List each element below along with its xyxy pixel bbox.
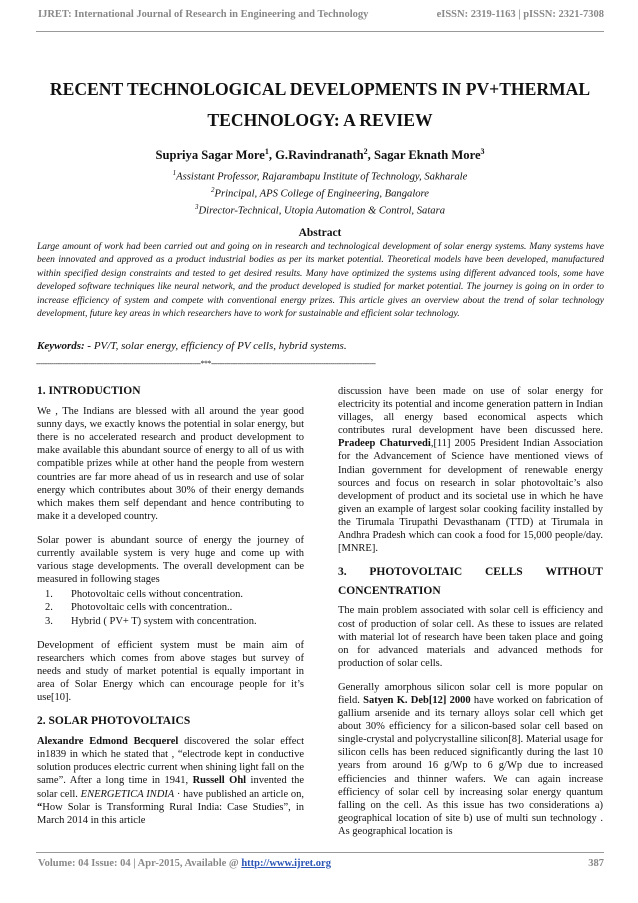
author-list: Supriya Sagar More$^1$, G.Ravindranath$^2$, Sagar Eknath More$^3$ — [155, 147, 485, 163]
author-2: G.Ravindranath — [275, 148, 364, 163]
affiliations — [36, 167, 604, 218]
right-paragraph-3: Generally amorphous silicon solar cell is more popular on field. Satyen K. Deb[12] 2000 have worked on fabrication of gallium arsenide and its ternary alloys solar cell which get about 30% efficiency for a silicon-based solar cell based on single-crystal and polycrystalline silicon[8]. Material usage for silicon cells has been reduced significantly during the last 10 years from around 16 g/Wp to 6 g/Wp due to increased efficiencies and thinner wafers. We can again increase efficiency of solar cell by increasing solar energy quantum falling on the cell. As this issue has two considerations a) geographical location of site b) use of multi sun technology . As geographical location is — [338, 681, 603, 837]
header-rule — [36, 31, 604, 32]
list-item: 3. Hybrid ( PV+ T) system with concentration. — [45, 615, 257, 627]
section-1-heading: 1. INTRODUCTION — [37, 385, 141, 397]
intro-paragraph-3: Development of efficient system must be main aim of researchers which comes from above stages but survey of needs and study of market potential is equally important in area of Solar Energy which can encourage people for it’s use[10]. — [37, 639, 304, 703]
title-line-1: RECENT TECHNOLOGICAL DEVELOPMENTS IN PV+THERMAL — [49, 79, 591, 99]
page-number: 387 — [588, 858, 604, 869]
section-2-heading: 2. SOLAR PHOTOVOLTAICS — [37, 715, 191, 728]
right-paragraph-1: discussion have been made on use of solar energy for electricity its potential and income generation pattern in Indian villages, all energy based economical aspects which contributes rural development have been discussed here. Pradeep Chaturvedi,[11] 2005 President Indian Association for the Advancement of Science have mentioned views of Indian government for development of renewable energy sources and focus on research in solar photovoltaic’s also development of product and its societal use in which he have given an example of largest solar cooking facility installed by the Tirumala Tirupathi Devasthanam (TTD) at Tirumala in Andhra Pradesh which can cook a food for 15,000 people/day. [MNRE]. — [338, 386, 603, 555]
footer-info: Volume: 04 Issue: 04 | Apr-2015, Available @ http://www.ijret.org — [38, 858, 331, 869]
right-column — [338, 385, 603, 849]
page-footer — [38, 858, 604, 869]
affiliation-2: $^2$Principal, APS College of Engineering, Bangalore — [211, 186, 429, 200]
stages-list — [37, 588, 304, 627]
author-1-sup: 1 — [264, 147, 269, 156]
author-2-sup: 2 — [363, 147, 368, 156]
solar-pv-paragraph: Alexandre Edmond Becquerel discovered the solar effect in1839 in which he stated that , “electrode kept in conductive solution produces electric current when shining light fall on the same”. After a long time in 1941, Russell Ohl invented the solar cell. ENERGETICA INDIA · have published an article on, “How Solar is Transforming Rural India: Case Studies”, in March 2014 in this article — [37, 736, 305, 826]
abstract-heading: Abstract — [298, 227, 342, 239]
keywords-text: PV/T, solar energy, efficiency of PV cells, hybrid systems. — [91, 340, 347, 352]
affiliation-3: $^3$Director-Technical, Utopia Automation & Control, Satara — [195, 203, 445, 217]
journal-name: IJRET: International Journal of Research in Engineering and Technology — [38, 9, 369, 20]
keywords — [37, 340, 604, 352]
title-line-2: TECHNOLOGY: A REVIEW — [207, 110, 433, 130]
intro-paragraph-1: We , The Indians are blessed with all around the year good sunny days, we exactly knows the potential in solar energy, but there is no accelerated research and product development to make available this abundant source of energy to all of us with compatible prizes while at other hand the people from western countries are far more ahead of us in research and use of solar energy which contributes about 30% of their energy demands which makes them self dependant and hence contributing to make it a developed country. — [37, 406, 304, 522]
left-column — [37, 385, 304, 838]
author-1: Supriya Sagar More — [155, 148, 265, 163]
author-3-sup: 3 — [480, 147, 485, 156]
intro-paragraph-2: Solar power is abundant source of energy the journey of currently available system is very huge and come up with various stage developments. The overall development can be measured in following stages — [37, 534, 304, 586]
running-header — [38, 9, 604, 20]
affiliation-1: $^1$Assistant Professor, Rajarambapu Institute of Technology, Sakharale — [172, 169, 468, 183]
section-separator: ----------------------------------------------------------------------------***---------------------------------------------------------------------------- — [36, 359, 376, 368]
list-item: 1. Photovoltaic cells without concentration. — [45, 589, 244, 601]
abstract-text: Large amount of work had been carried out and going on in research and technological development of solar energy systems. Many systems have been innovated and approved as a product industrial bodies as per its market potential. Theoretical models have been developed, manufactured within specified design constraints and tested to get desired results. Many have optimized the systems using different advanced tools, some have developed software techniques like neural network, and the product developed is studied for market potential. The journey is going on in order to increase efficiency of system and compete with conventional energy prizes. This article gives an overview about the trend of solar technology development, future key areas in which researchers have to work for sustainable and efficient solar technology. — [37, 242, 604, 320]
author-3: Sagar Eknath More — [373, 148, 481, 163]
right-paragraph-2: The main problem associated with solar cell is efficiency and cost of production of solar cell. As these to issues are related with material lot of research have been taken place and going on for advanced materials and advanced methods for production of solar cells. — [338, 605, 603, 669]
journal-link[interactable]: http://www.ijret.org — [241, 858, 331, 869]
section-3-heading-cont: CONCENTRATION — [338, 585, 441, 598]
list-item: 2. Photovoltaic cells with concentration.. — [45, 602, 233, 614]
paper-title — [36, 74, 604, 136]
keywords-label: Keywords: - — [37, 340, 92, 352]
section-3-heading: 3. PHOTOVOLTAIC CELLS WITHOUT — [338, 566, 603, 579]
issn: eISSN: 2319-1163 | pISSN: 2321-7308 — [436, 9, 604, 20]
footer-rule — [36, 852, 604, 853]
